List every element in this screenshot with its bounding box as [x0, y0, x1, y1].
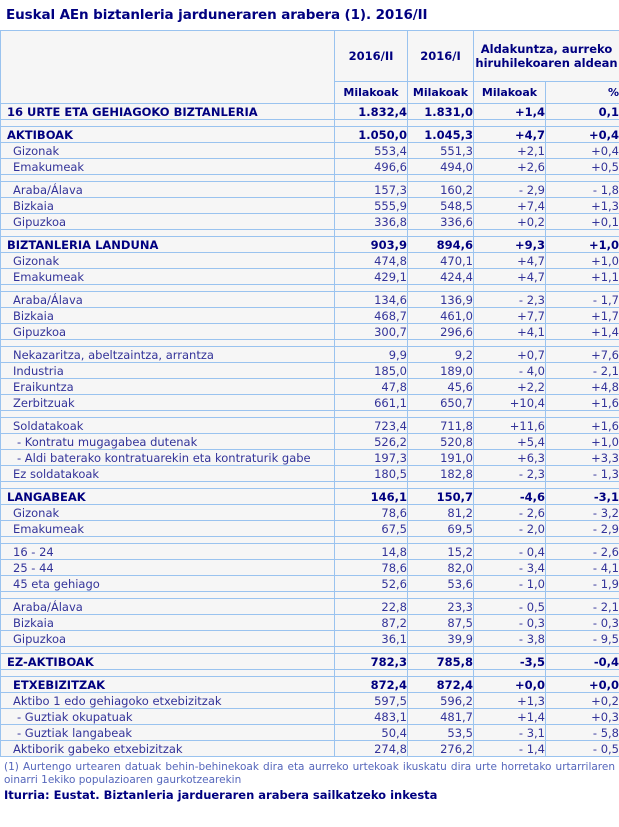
row-label: Gipuzkoa [1, 214, 335, 230]
row-value-3: +1,0 [546, 434, 619, 450]
row-value-3: -3,1 [546, 489, 619, 505]
table-separator-cell [546, 670, 619, 677]
row-label: Nekazaritza, abeltzaintza, arrantza [1, 347, 335, 363]
row-value-1: 711,8 [408, 418, 474, 434]
table-row [1, 741, 619, 757]
table-separator-row [1, 230, 619, 237]
row-value-0: 661,1 [335, 395, 408, 411]
row-value-1: 81,2 [408, 505, 474, 521]
row-value-3: - 1,9 [546, 576, 619, 592]
table-separator-row [1, 411, 619, 418]
table-separator-cell [1, 592, 335, 599]
row-label: Emakumeak [1, 159, 335, 175]
row-value-3: - 4,1 [546, 560, 619, 576]
row-value-2: +2,1 [474, 143, 546, 159]
table-separator-cell [408, 537, 474, 544]
table-separator-cell [546, 230, 619, 237]
row-value-2: - 1,4 [474, 741, 546, 757]
row-value-0: 50,4 [335, 725, 408, 741]
row-value-3: +1,6 [546, 418, 619, 434]
row-value-2: - 0,5 [474, 599, 546, 615]
table-separator-cell [335, 537, 408, 544]
row-label: Emakumeak [1, 269, 335, 285]
header-cell-period-current [335, 31, 408, 82]
row-value-1: 336,6 [408, 214, 474, 230]
row-label: Aktibo 1 edo gehiagoko etxebizitzak [1, 693, 335, 709]
table-separator-cell [1, 285, 335, 292]
row-value-0: 429,1 [335, 269, 408, 285]
table-separator-row [1, 592, 619, 599]
table-row [1, 395, 619, 411]
row-label: 25 - 44 [1, 560, 335, 576]
table-separator-cell [408, 670, 474, 677]
row-value-3: - 0,5 [546, 741, 619, 757]
table-separator-cell [474, 670, 546, 677]
table-separator-cell [335, 175, 408, 182]
table-separator-cell [335, 482, 408, 489]
row-label: Ez soldatakoak [1, 466, 335, 482]
row-label: 16 - 24 [1, 544, 335, 560]
row-value-2: - 0,4 [474, 544, 546, 560]
table-row [1, 182, 619, 198]
row-value-1: 551,3 [408, 143, 474, 159]
table-separator-cell [408, 120, 474, 127]
row-value-0: 872,4 [335, 677, 408, 693]
table-separator-cell [546, 175, 619, 182]
header-unit-0: Milakoak [335, 82, 408, 104]
row-label: Gipuzkoa [1, 324, 335, 340]
table-separator-cell [546, 592, 619, 599]
row-value-1: 276,2 [408, 741, 474, 757]
row-value-1: 9,2 [408, 347, 474, 363]
table-separator-cell [546, 647, 619, 654]
row-label: Industria [1, 363, 335, 379]
row-value-0: 185,0 [335, 363, 408, 379]
row-value-2: +4,1 [474, 324, 546, 340]
row-value-1: 191,0 [408, 450, 474, 466]
table-separator-cell [1, 411, 335, 418]
row-value-3: +0,0 [546, 677, 619, 693]
row-value-0: 52,6 [335, 576, 408, 592]
table-row [1, 198, 619, 214]
row-label: AKTIBOAK [1, 127, 335, 143]
row-value-0: 14,8 [335, 544, 408, 560]
row-value-2: +1,4 [474, 709, 546, 725]
table-separator-cell [546, 285, 619, 292]
row-value-3: +1,0 [546, 253, 619, 269]
row-value-0: 336,8 [335, 214, 408, 230]
row-label: Gipuzkoa [1, 631, 335, 647]
row-value-1: 1.831,0 [408, 104, 474, 120]
table-separator-cell [1, 120, 335, 127]
table-row [1, 347, 619, 363]
row-value-2: +4,7 [474, 127, 546, 143]
row-value-1: 87,5 [408, 615, 474, 631]
row-value-2: +4,7 [474, 253, 546, 269]
header-row-periods [1, 31, 619, 82]
row-label: BIZTANLERIA LANDUNA [1, 237, 335, 253]
row-value-1: 15,2 [408, 544, 474, 560]
row-value-0: 67,5 [335, 521, 408, 537]
table-separator-cell [1, 670, 335, 677]
table-separator-cell [408, 175, 474, 182]
table-separator-cell [474, 175, 546, 182]
row-value-2: +1,3 [474, 693, 546, 709]
table-row [1, 159, 619, 175]
table-separator-cell [335, 285, 408, 292]
row-value-1: 785,8 [408, 654, 474, 670]
table-row [1, 693, 619, 709]
header-unit-3: % [546, 82, 619, 104]
table-separator-cell [1, 647, 335, 654]
row-value-1: 520,8 [408, 434, 474, 450]
row-label: Gizonak [1, 253, 335, 269]
table-row [1, 253, 619, 269]
table-separator-row [1, 537, 619, 544]
row-label: Zerbitzuak [1, 395, 335, 411]
row-label: - Guztiak okupatuak [1, 709, 335, 725]
row-label: EZ-AKTIBOAK [1, 654, 335, 670]
table-separator-cell [335, 411, 408, 418]
table-row [1, 725, 619, 741]
row-value-0: 197,3 [335, 450, 408, 466]
row-label: Soldatakoak [1, 418, 335, 434]
row-label: LANGABEAK [1, 489, 335, 505]
table-separator-row [1, 285, 619, 292]
page-title: Euskal AEn biztanleria jarduneraren arabera (1). 2016/II [6, 7, 428, 23]
row-value-0: 36,1 [335, 631, 408, 647]
row-value-2: +2,2 [474, 379, 546, 395]
row-label: ETXEBIZITZAK [1, 677, 335, 693]
table-separator-cell [474, 340, 546, 347]
row-value-3: - 3,2 [546, 505, 619, 521]
table-separator-cell [1, 340, 335, 347]
header-unit-1: Milakoak [408, 82, 474, 104]
row-value-1: 182,8 [408, 466, 474, 482]
table-row [1, 599, 619, 615]
row-label: Aktiborik gabeko etxebizitzak [1, 741, 335, 757]
row-value-0: 597,5 [335, 693, 408, 709]
table-row [1, 560, 619, 576]
row-value-3: -0,4 [546, 654, 619, 670]
row-value-0: 134,6 [335, 292, 408, 308]
table-row [1, 292, 619, 308]
table-separator-cell [408, 340, 474, 347]
row-value-0: 903,9 [335, 237, 408, 253]
row-label: Bizkaia [1, 308, 335, 324]
table-separator-cell [546, 411, 619, 418]
row-value-1: 160,2 [408, 182, 474, 198]
table-separator-cell [474, 230, 546, 237]
row-value-0: 87,2 [335, 615, 408, 631]
row-value-2: -3,5 [474, 654, 546, 670]
row-label: 45 eta gehiago [1, 576, 335, 592]
row-value-1: 45,6 [408, 379, 474, 395]
table-separator-row [1, 482, 619, 489]
table-separator-cell [335, 592, 408, 599]
row-value-0: 483,1 [335, 709, 408, 725]
row-value-2: +10,4 [474, 395, 546, 411]
table-row [1, 269, 619, 285]
table-separator-cell [408, 592, 474, 599]
table-row [1, 418, 619, 434]
row-value-1: 23,3 [408, 599, 474, 615]
row-value-3: - 1,3 [546, 466, 619, 482]
row-value-1: 461,0 [408, 308, 474, 324]
row-value-2: +6,3 [474, 450, 546, 466]
table-separator-row [1, 647, 619, 654]
table-row [1, 324, 619, 340]
table-separator-cell [408, 482, 474, 489]
table-row [1, 544, 619, 560]
header-cell-change: Aldakuntza, aurreko hiruhilekoaren aldean [474, 31, 619, 82]
row-value-3: +0,2 [546, 693, 619, 709]
row-value-1: 424,4 [408, 269, 474, 285]
row-value-2: +4,7 [474, 269, 546, 285]
table-separator-cell [1, 175, 335, 182]
row-value-0: 468,7 [335, 308, 408, 324]
row-label: Araba/Álava [1, 292, 335, 308]
table-separator-row [1, 340, 619, 347]
table-footnote: (1) Aurtengo urtearen datuak behin-behinekoak dira eta aurreko urtekoak ikuskatu dira urte horretako urtarrilaren oinarri 1ekiko populazioaren gaurkotzearekin [4, 761, 615, 786]
row-value-1: 189,0 [408, 363, 474, 379]
row-value-0: 1.050,0 [335, 127, 408, 143]
row-value-3: +1,1 [546, 269, 619, 285]
row-value-1: 470,1 [408, 253, 474, 269]
row-value-1: 53,5 [408, 725, 474, 741]
row-value-2: - 3,1 [474, 725, 546, 741]
table-row [1, 434, 619, 450]
table-separator-cell [1, 537, 335, 544]
row-value-0: 723,4 [335, 418, 408, 434]
row-value-2: +11,6 [474, 418, 546, 434]
table-row [1, 379, 619, 395]
row-value-3: - 2,1 [546, 363, 619, 379]
row-value-0: 474,8 [335, 253, 408, 269]
table-separator-cell [474, 537, 546, 544]
row-value-0: 146,1 [335, 489, 408, 505]
header-unit-2: Milakoak [474, 82, 546, 104]
row-value-3: - 2,1 [546, 599, 619, 615]
row-value-3: - 1,7 [546, 292, 619, 308]
table-separator-cell [408, 411, 474, 418]
row-label: Araba/Álava [1, 182, 335, 198]
row-value-0: 9,9 [335, 347, 408, 363]
row-value-2: - 2,0 [474, 521, 546, 537]
table-separator-cell [335, 647, 408, 654]
row-label: Bizkaia [1, 615, 335, 631]
row-value-0: 180,5 [335, 466, 408, 482]
table-separator-cell [408, 647, 474, 654]
row-value-2: - 3,8 [474, 631, 546, 647]
table-row [1, 615, 619, 631]
row-label: Emakumeak [1, 521, 335, 537]
row-value-3: +7,6 [546, 347, 619, 363]
table-row [1, 237, 619, 253]
table-body [1, 104, 619, 757]
row-value-3: +0,1 [546, 214, 619, 230]
table-separator-cell [474, 647, 546, 654]
table-row [1, 505, 619, 521]
table-row [1, 127, 619, 143]
row-value-2: +0,0 [474, 677, 546, 693]
row-value-3: +0,5 [546, 159, 619, 175]
row-value-0: 1.832,4 [335, 104, 408, 120]
row-value-2: +9,3 [474, 237, 546, 253]
table-separator-row [1, 120, 619, 127]
table-row [1, 631, 619, 647]
table-row [1, 576, 619, 592]
header-period-0-label: 2016/II [348, 49, 394, 63]
table-separator-row [1, 175, 619, 182]
row-value-1: 1.045,3 [408, 127, 474, 143]
row-value-0: 526,2 [335, 434, 408, 450]
row-label: Eraikuntza [1, 379, 335, 395]
row-value-1: 136,9 [408, 292, 474, 308]
table-row [1, 521, 619, 537]
row-value-3: +0,4 [546, 143, 619, 159]
row-value-0: 782,3 [335, 654, 408, 670]
row-value-1: 548,5 [408, 198, 474, 214]
row-value-3: +1,0 [546, 237, 619, 253]
table-row [1, 709, 619, 725]
row-value-1: 69,5 [408, 521, 474, 537]
row-value-3: +1,7 [546, 308, 619, 324]
table-separator-cell [546, 482, 619, 489]
row-value-1: 596,2 [408, 693, 474, 709]
row-value-2: +7,4 [474, 198, 546, 214]
row-value-1: 872,4 [408, 677, 474, 693]
row-value-2: +1,4 [474, 104, 546, 120]
table-separator-cell [335, 120, 408, 127]
row-value-0: 47,8 [335, 379, 408, 395]
table-separator-row [1, 670, 619, 677]
table-separator-cell [408, 230, 474, 237]
table-separator-cell [335, 670, 408, 677]
table-separator-cell [474, 482, 546, 489]
header-cell-period-previous [408, 31, 474, 82]
table-row [1, 489, 619, 505]
table-separator-cell [335, 230, 408, 237]
row-value-2: +2,6 [474, 159, 546, 175]
row-value-3: +1,4 [546, 324, 619, 340]
row-value-2: - 0,3 [474, 615, 546, 631]
row-value-2: +0,7 [474, 347, 546, 363]
row-value-2: +0,2 [474, 214, 546, 230]
table-separator-cell [474, 411, 546, 418]
row-value-2: - 1,0 [474, 576, 546, 592]
row-label: - Kontratu mugagabea dutenak [1, 434, 335, 450]
row-value-0: 300,7 [335, 324, 408, 340]
table-row [1, 308, 619, 324]
table-row [1, 466, 619, 482]
table-row [1, 450, 619, 466]
row-label: - Guztiak langabeak [1, 725, 335, 741]
row-value-3: - 2,6 [546, 544, 619, 560]
table-separator-cell [546, 537, 619, 544]
table-separator-cell [474, 592, 546, 599]
row-value-3: +3,3 [546, 450, 619, 466]
row-value-2: - 2,6 [474, 505, 546, 521]
row-value-1: 494,0 [408, 159, 474, 175]
row-value-1: 39,9 [408, 631, 474, 647]
table-row [1, 677, 619, 693]
row-value-3: - 0,3 [546, 615, 619, 631]
row-value-1: 150,7 [408, 489, 474, 505]
row-value-3: - 9,5 [546, 631, 619, 647]
table-row [1, 654, 619, 670]
row-value-2: +7,7 [474, 308, 546, 324]
row-label: Gizonak [1, 505, 335, 521]
table-separator-cell [546, 340, 619, 347]
table-source: Iturria: Eustat. Biztanleria jardueraren arabera sailkatzeko inkesta [4, 788, 438, 802]
row-value-3: - 5,8 [546, 725, 619, 741]
table-separator-cell [546, 120, 619, 127]
row-value-0: 78,6 [335, 505, 408, 521]
table-row [1, 214, 619, 230]
row-value-1: 894,6 [408, 237, 474, 253]
table-row [1, 143, 619, 159]
row-value-2: - 2,9 [474, 182, 546, 198]
header-period-1-label: 2016/I [420, 49, 461, 63]
row-value-0: 555,9 [335, 198, 408, 214]
row-label: 16 URTE ETA GEHIAGOKO BIZTANLERIA [1, 104, 335, 120]
row-value-1: 53,6 [408, 576, 474, 592]
row-value-1: 481,7 [408, 709, 474, 725]
header-cell-blank [1, 31, 335, 104]
row-label: - Aldi baterako kontratuarekin eta kontraturik gabe [1, 450, 335, 466]
row-value-1: 296,6 [408, 324, 474, 340]
row-value-3: +4,8 [546, 379, 619, 395]
row-value-3: 0,1 [546, 104, 619, 120]
row-value-3: +1,6 [546, 395, 619, 411]
row-value-0: 553,4 [335, 143, 408, 159]
row-value-2: -4,6 [474, 489, 546, 505]
row-value-2: - 2,3 [474, 466, 546, 482]
row-value-0: 274,8 [335, 741, 408, 757]
population-activity-table [0, 30, 619, 757]
row-value-3: +0,3 [546, 709, 619, 725]
row-value-3: +1,3 [546, 198, 619, 214]
table-row [1, 363, 619, 379]
table-separator-cell [1, 482, 335, 489]
row-value-0: 496,6 [335, 159, 408, 175]
row-value-0: 22,8 [335, 599, 408, 615]
row-label: Bizkaia [1, 198, 335, 214]
row-value-2: - 4,0 [474, 363, 546, 379]
table-head [1, 31, 619, 104]
row-value-2: - 3,4 [474, 560, 546, 576]
table-separator-cell [408, 285, 474, 292]
table-separator-cell [1, 230, 335, 237]
row-value-3: +0,4 [546, 127, 619, 143]
table-separator-cell [474, 285, 546, 292]
row-value-0: 78,6 [335, 560, 408, 576]
row-label: Araba/Álava [1, 599, 335, 615]
row-label: Gizonak [1, 143, 335, 159]
table-separator-cell [474, 120, 546, 127]
row-value-2: +5,4 [474, 434, 546, 450]
row-value-1: 82,0 [408, 560, 474, 576]
row-value-2: - 2,3 [474, 292, 546, 308]
row-value-3: - 1,8 [546, 182, 619, 198]
row-value-0: 157,3 [335, 182, 408, 198]
row-value-1: 650,7 [408, 395, 474, 411]
row-value-3: - 2,9 [546, 521, 619, 537]
table-separator-cell [335, 340, 408, 347]
table-row [1, 104, 619, 120]
